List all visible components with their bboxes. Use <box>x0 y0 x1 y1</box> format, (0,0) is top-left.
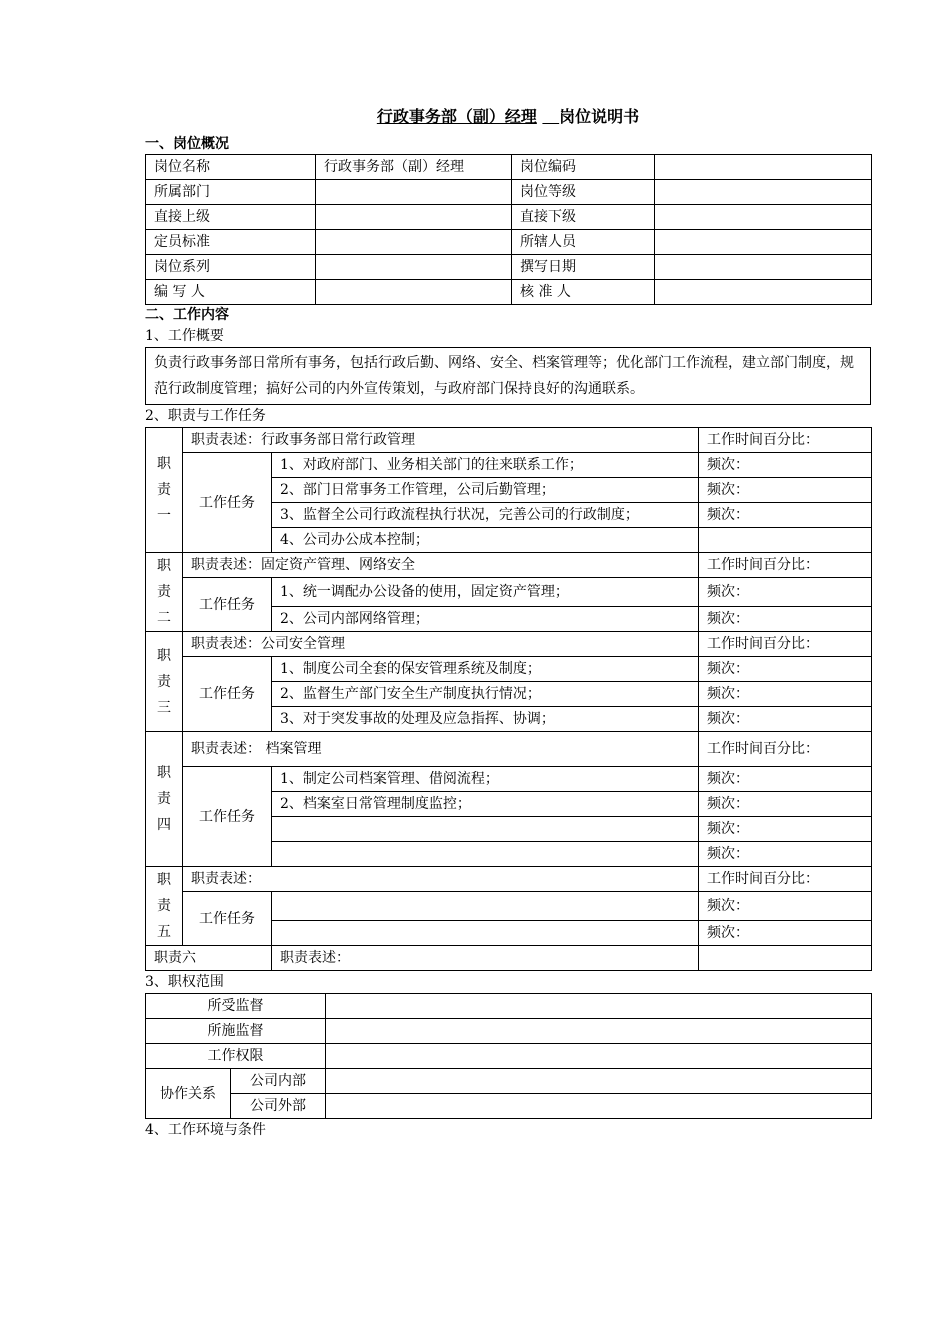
duty-desc: 职责表述： <box>183 867 699 892</box>
duty-name: 职 责 二 <box>146 553 183 632</box>
section2-heading: 二、工作内容 <box>145 307 229 323</box>
task-row <box>146 657 872 682</box>
time-percent-label: 工作时间百分比： <box>699 632 872 657</box>
task-label: 工作任务 <box>183 578 272 632</box>
duty-desc: 职责表述：固定资产管理、网络安全 <box>183 553 699 578</box>
task-text: 3、监督全公司行政流程执行状况，完善公司的行政制度； <box>272 503 699 528</box>
coop-label: 协作关系 <box>146 1069 231 1119</box>
task-text: 1、制定公司档案管理、借阅流程； <box>272 767 699 792</box>
overview-value <box>655 280 872 305</box>
task-text: 2、公司内部网络管理； <box>272 607 699 632</box>
overview-value <box>316 255 512 280</box>
frequency-label: 频次： <box>699 792 872 817</box>
frequency-label: 频次： <box>699 707 872 732</box>
frequency-label: 频次： <box>699 453 872 478</box>
frequency-label: 频次： <box>699 657 872 682</box>
duty-name: 职 责 一 <box>146 428 183 553</box>
coop-external-label: 公司外部 <box>231 1094 326 1119</box>
time-percent-label: 工作时间百分比： <box>699 732 872 767</box>
overview-row <box>146 180 872 205</box>
overview-table <box>145 154 872 305</box>
document-page <box>145 100 871 1141</box>
authority-value <box>326 994 872 1019</box>
overview-label: 岗位系列 <box>146 255 316 280</box>
authority-row <box>146 1019 872 1044</box>
task-text: 2、监督生产部门安全生产制度执行情况； <box>272 682 699 707</box>
authority-row <box>146 994 872 1019</box>
task-text <box>272 921 699 946</box>
overview-label: 撰写日期 <box>512 255 655 280</box>
overview-row <box>146 230 872 255</box>
task-text: 1、对政府部门、业务相关部门的往来联系工作； <box>272 453 699 478</box>
frequency-label: 频次： <box>699 892 872 921</box>
title-position: 行政事务部（副）经理 <box>376 107 537 126</box>
overview-label: 所属部门 <box>146 180 316 205</box>
task-text: 3、对于突发事故的处理及应急指挥、协调； <box>272 707 699 732</box>
overview-label: 编 写 人 <box>146 280 316 305</box>
document-title <box>145 100 871 134</box>
overview-row <box>146 205 872 230</box>
duties-table <box>145 427 872 971</box>
authority-table <box>145 993 872 1119</box>
overview-value <box>655 180 872 205</box>
task-text: 2、档案室日常管理制度监控； <box>272 792 699 817</box>
frequency-label: 频次： <box>699 817 872 842</box>
time-percent-label: 工作时间百分比： <box>699 428 872 453</box>
duty-desc-row <box>146 732 872 767</box>
frequency-label <box>699 528 872 553</box>
duty-desc: 职责表述：公司安全管理 <box>183 632 699 657</box>
task-text: 2、部门日常事务工作管理，公司后勤管理； <box>272 478 699 503</box>
duty-desc-row <box>146 632 872 657</box>
overview-label: 岗位名称 <box>146 155 316 180</box>
frequency-label: 频次： <box>699 478 872 503</box>
overview-label: 直接上级 <box>146 205 316 230</box>
duty6-row <box>146 946 872 971</box>
overview-label: 岗位等级 <box>512 180 655 205</box>
overview-value <box>655 255 872 280</box>
coop-external-value <box>326 1094 872 1119</box>
authority-label: 所受监督 <box>146 994 326 1019</box>
overview-value <box>316 205 512 230</box>
summary-heading: 1、工作概要 <box>145 328 224 344</box>
authority-value <box>326 1044 872 1069</box>
overview-label: 岗位编码 <box>512 155 655 180</box>
frequency-label: 频次： <box>699 921 872 946</box>
frequency-label: 频次： <box>699 503 872 528</box>
authority-heading: 3、职权范围 <box>145 974 224 990</box>
task-text <box>272 892 699 921</box>
task-row <box>146 578 872 607</box>
authority-value <box>326 1019 872 1044</box>
frequency-label: 频次： <box>699 842 872 867</box>
task-row <box>146 453 872 478</box>
overview-label: 所辖人员 <box>512 230 655 255</box>
duty-desc-row <box>146 553 872 578</box>
frequency-label: 频次： <box>699 682 872 707</box>
task-text: 4、公司办公成本控制； <box>272 528 699 553</box>
task-text <box>272 842 699 867</box>
duties-heading: 2、职责与工作任务 <box>145 408 266 424</box>
title-suffix: 岗位说明书 <box>559 107 640 126</box>
authority-row <box>146 1044 872 1069</box>
duty-name: 职 责 四 <box>146 732 183 867</box>
task-label: 工作任务 <box>183 657 272 732</box>
duty-desc-row <box>146 428 872 453</box>
task-row <box>146 892 872 921</box>
overview-label: 直接下级 <box>512 205 655 230</box>
overview-row <box>146 155 872 180</box>
overview-value <box>316 280 512 305</box>
task-label: 工作任务 <box>183 892 272 946</box>
overview-value <box>655 205 872 230</box>
overview-row <box>146 255 872 280</box>
coop-internal-value <box>326 1069 872 1094</box>
frequency-label: 频次： <box>699 607 872 632</box>
overview-label: 定员标准 <box>146 230 316 255</box>
authority-label: 工作权限 <box>146 1044 326 1069</box>
duty-desc: 职责表述： 档案管理 <box>183 732 699 767</box>
duty-desc-row <box>146 867 872 892</box>
coop-row-internal <box>146 1069 872 1094</box>
coop-row-external <box>146 1094 872 1119</box>
task-label: 工作任务 <box>183 767 272 867</box>
frequency-label: 频次： <box>699 767 872 792</box>
task-text <box>272 817 699 842</box>
task-text: 1、统一调配办公设备的使用，固定资产管理； <box>272 578 699 607</box>
overview-value <box>316 230 512 255</box>
summary-text: 负责行政事务部日常所有事务，包括行政后勤、网络、安全、档案管理等；优化部门工作流程，建立部门制度，规范行政制度管理；搞好公司的内外宣传策划，与政府部门保持良好的沟通联系。 <box>145 347 871 405</box>
duty-desc: 职责表述：行政事务部日常行政管理 <box>183 428 699 453</box>
duty-name: 职 责 三 <box>146 632 183 732</box>
environment-heading: 4、工作环境与条件 <box>145 1122 266 1138</box>
duty6-desc: 职责表述： <box>272 946 699 971</box>
overview-value <box>316 180 512 205</box>
duty6-empty <box>699 946 872 971</box>
frequency-label: 频次： <box>699 578 872 607</box>
time-percent-label: 工作时间百分比： <box>699 867 872 892</box>
task-row <box>146 767 872 792</box>
duty-name: 职 责 五 <box>146 867 183 946</box>
overview-label: 核 准 人 <box>512 280 655 305</box>
overview-value: 行政事务部（副）经理 <box>316 155 512 180</box>
time-percent-label: 工作时间百分比： <box>699 553 872 578</box>
task-label: 工作任务 <box>183 453 272 553</box>
coop-internal-label: 公司内部 <box>231 1069 326 1094</box>
overview-value <box>655 230 872 255</box>
overview-row <box>146 280 872 305</box>
overview-value <box>655 155 872 180</box>
duty6-name: 职责六 <box>146 946 272 971</box>
task-text: 1、制度公司全套的保安管理系统及制度； <box>272 657 699 682</box>
section1-heading: 一、岗位概况 <box>145 136 229 152</box>
authority-label: 所施监督 <box>146 1019 326 1044</box>
